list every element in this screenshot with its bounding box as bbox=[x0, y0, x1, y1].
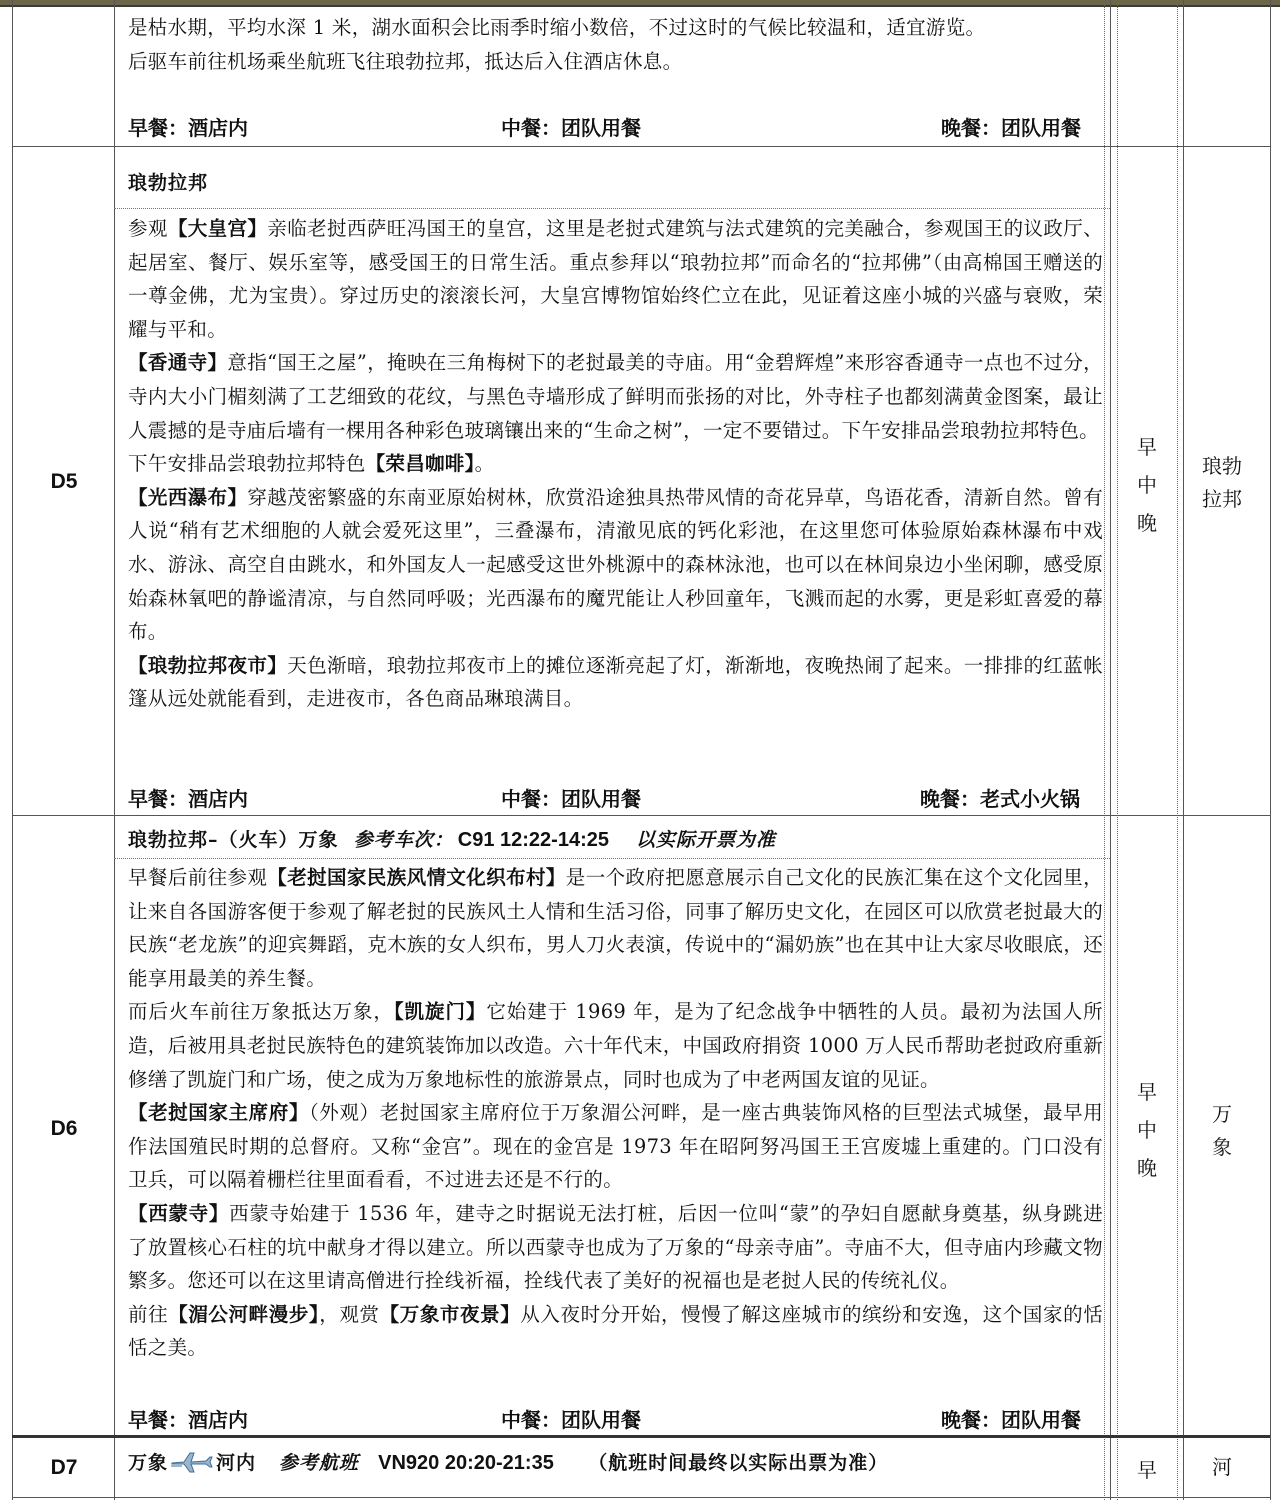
d4-line-2: 后驱车前往机场乘坐航班飞往琅勃拉邦，抵达后入住酒店休息。 bbox=[128, 49, 683, 73]
d6-para-presidential: 【老挝国家主席府】（外观）老挝国家主席府位于万象湄公河畔，是一座古典装饰风格的巨型法式城堡，最早用作法国殖民时期的总督府。又称“金宫”。现在的金宫是 1973 年在昭阿努冯国王王宫废墟上重建的。门口没有卫兵，可以隔着栅栏往里面看看，不过进去还是不行的。 bbox=[128, 1101, 1103, 1192]
d5-breakfast: 早餐：酒店内 bbox=[128, 787, 248, 811]
d6-para-simuang: 【西蒙寺】西蒙寺始建于 1536 年，建寺之时据说无法打桩，后因一位叫“蒙”的孕妇自愿献身奠基，纵身跳进了放置核心石柱的坑中献身才得以建立。所以西蒙寺也成为了万象的“母亲寺庙”。寺庙不大，但寺庙内珍藏文物繁多。您还可以在这里请高僧进行拴线祈福，拴线代表了美好的祝福也是老挝人民的传统礼仪。 bbox=[128, 1201, 1103, 1293]
d4-line-1: 是枯水期，平均水深 1 米，湖水面积会比雨季时缩小数倍，不过这时的气候比较温和，适宜游览。 bbox=[128, 16, 986, 39]
d5-para-kuangsi: 【光西瀑布】穿越茂密繁盛的东南亚原始树林，欣赏沿途独具热带风情的奇花异草，鸟语花香，清新自然。曾有人说“稍有艺术细胞的人就会爱死这里”，三叠瀑布，清澈见底的钙化彩池，在这里您可体验原始森林瀑布中戏水、游泳、高空自由跳水，和外国友人一起感受这世外桃源中的森林泳池，也可以在林间泉边小坐闲聊，感受原始森林氧吧的静谧清凉，与自然同呼吸；光西瀑布的魔咒能让人秒回童年，飞溅而起的水雾，更是彩虹喜爱的幕布。 bbox=[128, 485, 1103, 644]
d5-para-xiengthong: 【香通寺】意指“国王之屋”，掩映在三角梅树下的老挝最美的寺庙。用“金碧辉煌”来形容香通寺一点也不过分，寺内大小门楣刻满了工艺细致的花纹，与黑色寺墙形成了鲜明而张扬的对比，外寺柱子也都刻满黄金图案，最让人震撼的是寺庙后墙有一棵用各种彩色玻璃镶出来的“生命之树”，一定不要错过。下午安排品尝琅勃拉邦特色。 bbox=[128, 351, 1103, 442]
d6-route: 琅勃拉邦–（火车）万象 参考车次： C91 12:22-14:25 以实际开票为准 bbox=[128, 829, 776, 851]
d7-meals-included: 早 bbox=[1137, 1458, 1157, 1482]
d5-text bbox=[128, 212, 1103, 716]
d5-route: 琅勃拉邦 bbox=[128, 172, 209, 194]
d6-text bbox=[128, 861, 1103, 1365]
route-divider-d5 bbox=[114, 208, 1110, 209]
day-label-d6: D6 bbox=[50, 1117, 78, 1140]
table-border-meals bbox=[1110, 0, 1111, 1500]
d6-breakfast: 早餐：酒店内 bbox=[128, 1408, 248, 1432]
top-edge-line bbox=[0, 5, 1280, 7]
d4-text bbox=[128, 11, 1103, 78]
content-guide bbox=[1104, 0, 1105, 1500]
d5-dinner: 晚餐：老式小火锅 bbox=[920, 787, 1080, 811]
meals-guide bbox=[1117, 0, 1118, 1500]
d7-accommodation: 河 bbox=[1212, 1455, 1232, 1479]
d5-accommodation: 琅勃 拉邦 bbox=[1202, 454, 1242, 511]
route-divider-d6 bbox=[114, 858, 1110, 859]
day-label-d7: D7 bbox=[50, 1456, 78, 1479]
airplane-icon bbox=[170, 1449, 214, 1480]
table-border-left bbox=[12, 0, 13, 1500]
meals-guide-2 bbox=[1177, 0, 1178, 1500]
d6-para-mekong: 前往【湄公河畔漫步】，观赏【万象市夜景】从入夜时分开始，慢慢了解这座城市的缤纷和安逸，这个国家的恬恬之美。 bbox=[128, 1302, 1103, 1360]
d5-meals bbox=[128, 783, 1100, 813]
d5-lunch: 中餐：团队用餐 bbox=[501, 787, 641, 811]
d5-meals-included: 早 中 晚 bbox=[1137, 435, 1157, 535]
table-border-day bbox=[114, 0, 115, 1500]
d6-accommodation: 万 象 bbox=[1212, 1102, 1232, 1159]
d5-para-nightmarket: 【琅勃拉邦夜市】天色渐暗，琅勃拉邦夜市上的摊位逐渐亮起了灯，渐渐地，夜晚热闹了起来。一排排的红蓝帐篷从远处就能看到，走进夜市，各色商品琳琅满目。 bbox=[128, 653, 1103, 711]
d6-para-patuxai: 而后火车前往万象抵达万象，【凯旋门】它始建于 1969 年，是为了纪念战争中牺牲的人员。最初为法国人所造，后被用具老挝民族特色的建筑装饰加以改造。六十年代末，中国政府捐资 1000 万人民币帮助老挝政府重新修缮了凯旋门和广场，使之成为万象地标性的旅游景点，同时也成为了中老两国友谊的见证。 bbox=[128, 1000, 1103, 1091]
d6-dinner: 晚餐：团队用餐 bbox=[941, 1408, 1081, 1432]
table-border-stay bbox=[1183, 0, 1184, 1500]
d4-dinner: 晚餐：团队用餐 bbox=[941, 116, 1081, 140]
row-divider-d5 bbox=[12, 146, 1270, 147]
d6-meals-included: 早 中 晚 bbox=[1137, 1080, 1157, 1180]
d4-lunch: 中餐：团队用餐 bbox=[501, 116, 641, 140]
day-label-d5: D5 bbox=[50, 470, 78, 493]
d5-para-palace: 参观【大皇宫】亲临老挝西萨旺冯国王的皇宫，这里是老挝式建筑与法式建筑的完美融合，参观国王的议政厅、起居室、餐厅、娱乐室等，感受国王的日常生活。重点参拜以“琅勃拉邦”而命名的“拉邦佛”（由高棉国王赠送的一尊金佛，尤为宝贵）。穿过历史的滚滚长河，大皇宫博物馆始终伫立在此，见证着这座小城的兴盛与衰败，荣耀与平和。 bbox=[128, 217, 1103, 341]
d4-breakfast: 早餐：酒店内 bbox=[128, 116, 248, 140]
d7-route: 万象 河内 参考航班 VN920 20:20-21:35 （航班时间最终以实际出票为准） bbox=[128, 1448, 888, 1480]
d4-meals bbox=[128, 112, 1100, 142]
row-divider-d6 bbox=[12, 815, 1270, 816]
table-border-right bbox=[1270, 0, 1271, 1500]
d5-para-coffee: 下午安排品尝琅勃拉邦特色【荣昌咖啡】。 bbox=[128, 452, 495, 476]
d6-para-village: 早餐后前往参观【老挝国家民族风情文化织布村】是一个政府把愿意展示自己文化的民族汇集在这个文化园里，让来自各国游客便于参观了解老挝的民族风土人情和生活习俗，同事了解历史文化，在园区可以欣赏老挝最大的民族“老龙族”的迎宾舞蹈，克木族的女人织布，男人刀火表演，传说中的“漏奶族”也在其中让大家尽收眼底，还能享用最美的养生餐。 bbox=[128, 866, 1103, 990]
table-border-bottom bbox=[12, 1497, 1270, 1498]
d6-lunch: 中餐：团队用餐 bbox=[501, 1408, 641, 1432]
row-divider-d7 bbox=[12, 1435, 1270, 1438]
d6-meals bbox=[128, 1404, 1100, 1434]
